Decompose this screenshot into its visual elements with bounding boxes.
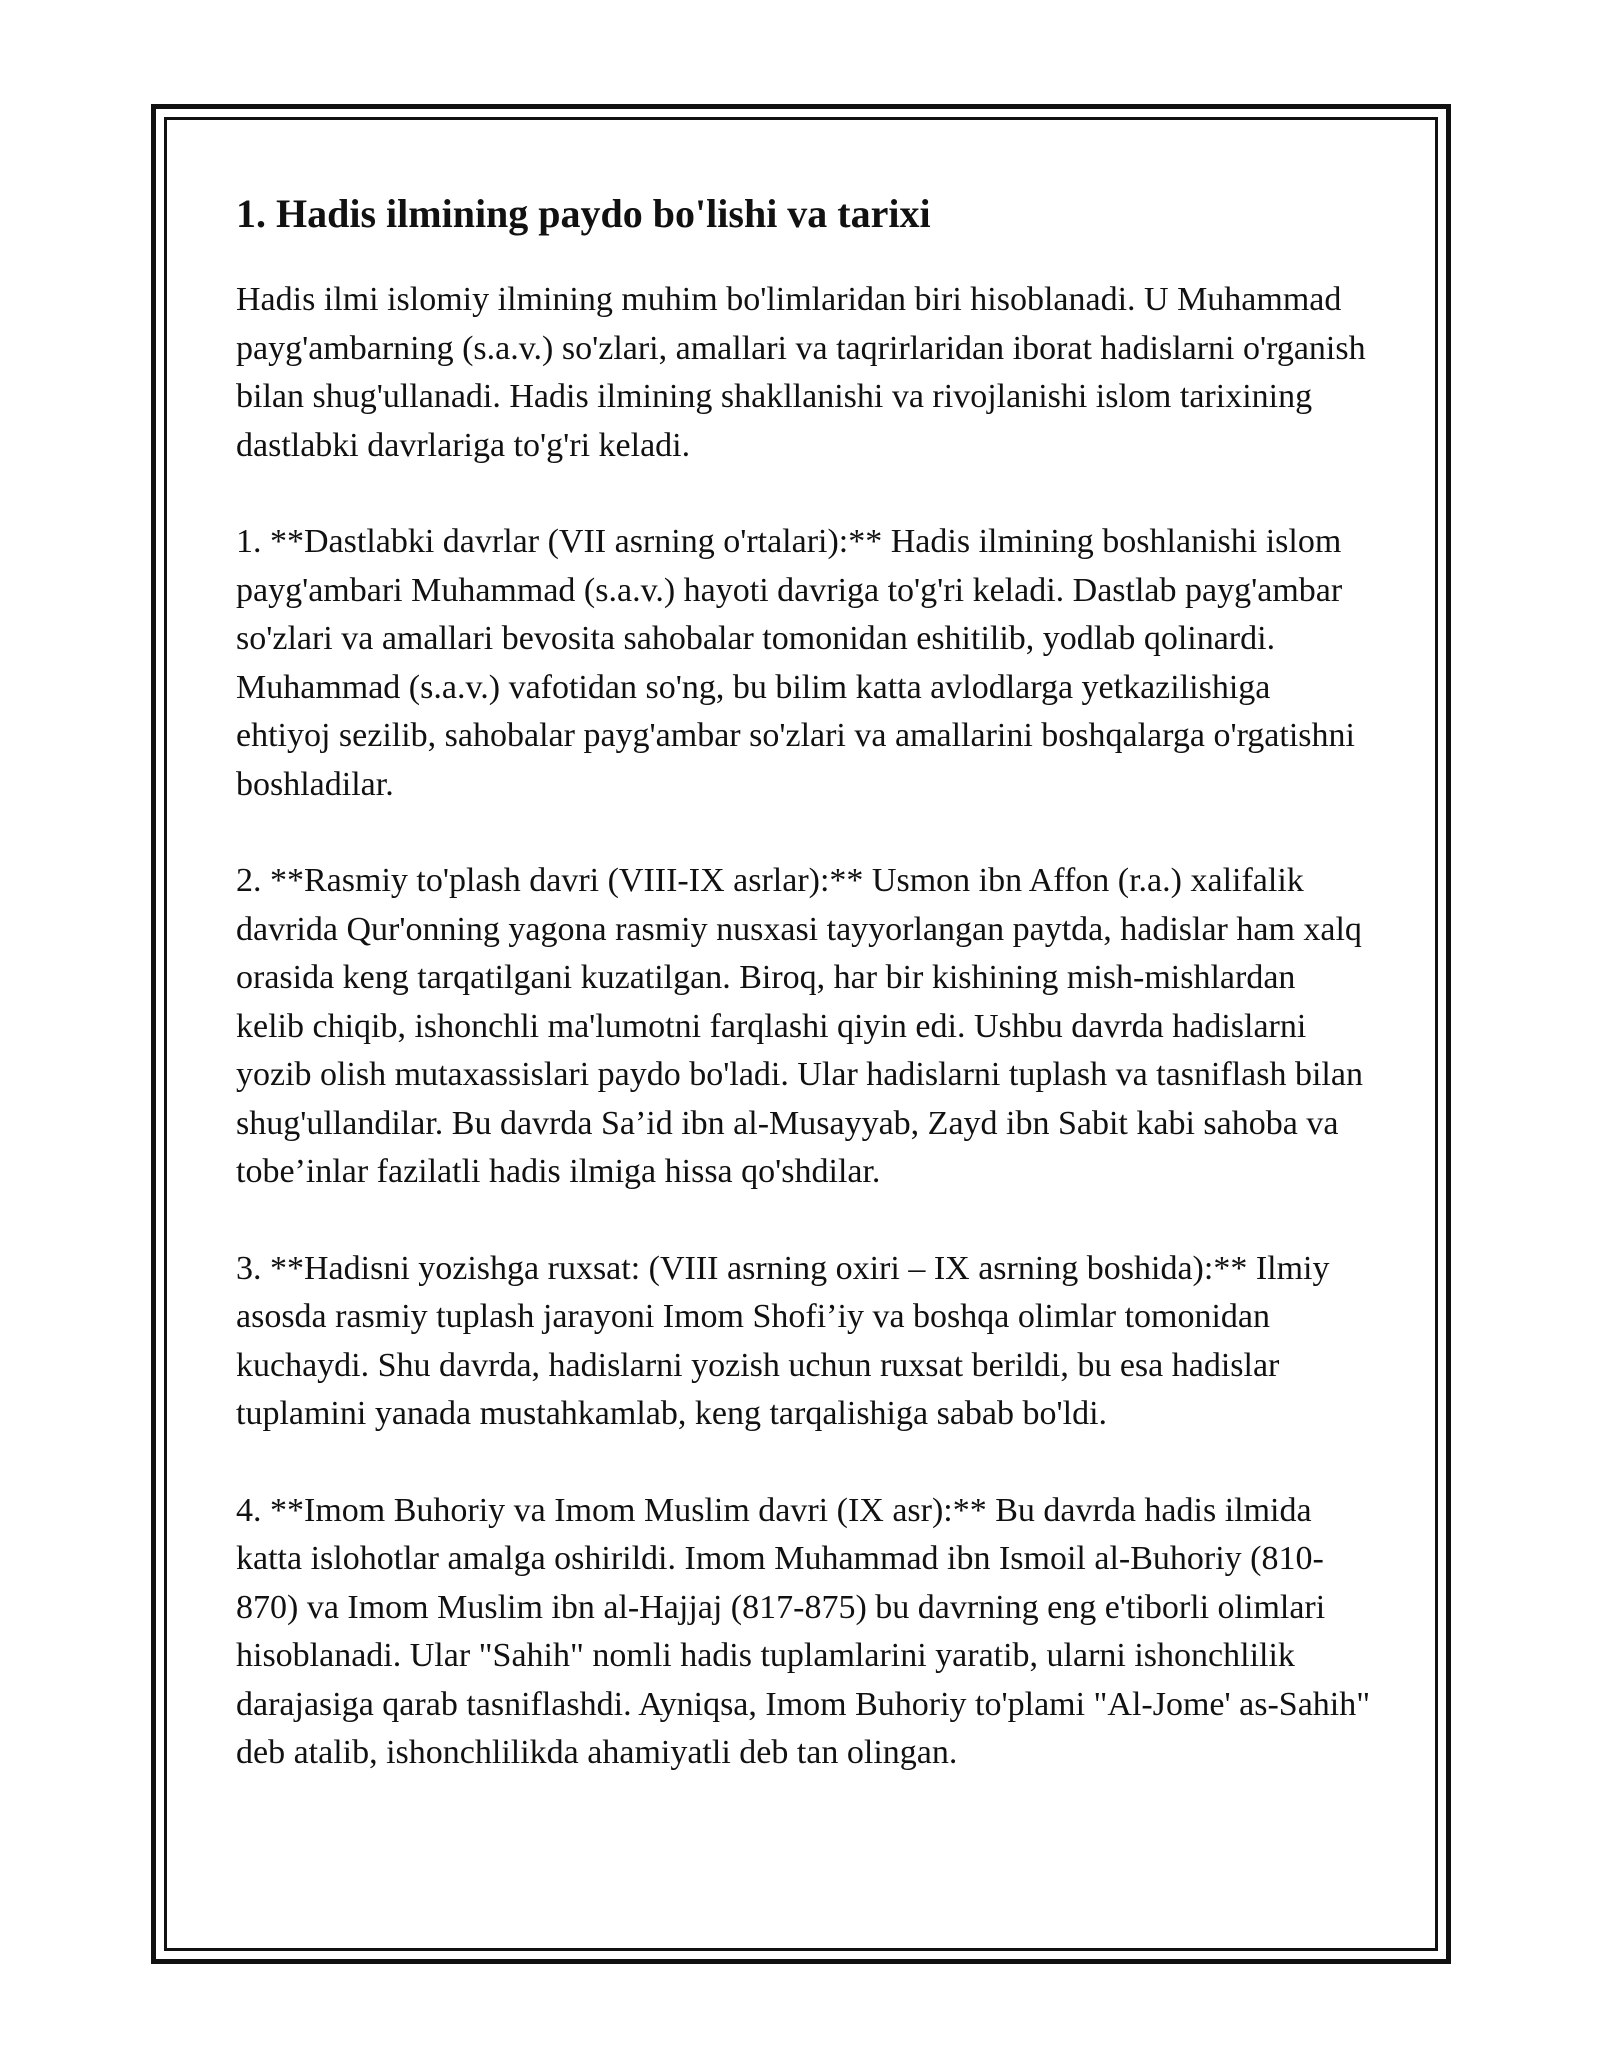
paragraph-bukhari-muslim: 4. **Imom Buhoriy va Imom Muslim davri (IX asr):** Bu davrda hadis ilmida katta islohotlar amalga oshirildi. Imom Muhammad ibn Ismoil al-Buhoriy (810-870) va Imom Muslim ibn al-Hajjaj (817-875) bu davrning eng e'tiborli olimlari hisoblanadi. Ular "Sahih" nomli hadis tuplamlarini yaratib, ularni ishonchlilik darajasiga qarab tasniflashdi. Ayniqsa, Imom Buhoriy to'plami "Al-Jome' as-Sahih" deb atalib, ishonchlilikda ahamiyatli deb tan olingan.	[236, 1491, 1371, 1771]
paragraph-official-collection: 2. **Rasmiy to'plash davri (VIII-IX asrlar):** Usmon ibn Affon (r.a.) xalifalik davrida Qur'onning yagona rasmiy nusxasi tayyorlangan paytda, hadislar ham xalq orasida keng tarqatilgani kuzatilgan. Biroq, har bir kishining mish-mishlardan kelib chiqib, ishonchli ma'lumotni farqlashi qiyin edi. Ushbu davrda hadislarni yozib olish mutaxassislari paydo bo'ladi. Ular hadislarni tuplash va tasniflash bilan shug'ullandilar. Bu davrda Sa’id ibn al-Musayyab, Zayd ibn Sabit kabi sahoba va tobe’inlar fazilatli hadis ilmiga hissa qo'shdilar.	[236, 862, 1363, 1190]
section-title: 1. Hadis ilmining paydo bo'lishi va tarixi	[236, 191, 931, 236]
paragraph-writing-permission: 3. **Hadisni yozishga ruxsat: (VIII asrning oxiri – IX asrning boshida):** Ilmiy asosda rasmiy tuplash jarayoni Imom Shofi’iy va boshqa olimlar tomonidan kuchaydi. Shu davrda, hadislarni yozish uchun ruxsat berildi, bu esa hadislar tuplamini yanada mustahkamlab, keng tarqalishiga sabab bo'ldi.	[236, 1249, 1330, 1432]
paragraph-early-period: 1. **Dastlabki davrlar (VII asrning o'rtalari):** Hadis ilmining boshlanishi islom payg'ambari Muhammad (s.a.v.) hayoti davriga to'g'ri keladi. Dastlab payg'ambar so'zlari va amallari bevosita sahobalar tomonidan eshitilib, yodlab qolinardi. Muhammad (s.a.v.) vafotidan so'ng, bu bilim katta avlodlarga yetkazilishiga ehtiyoj sezilib, sahobalar payg'ambar so'zlari va amallarini boshqalarga o'rgatishni boshladilar.	[236, 523, 1355, 803]
intro-paragraph: Hadis ilmi islomiy ilmining muhim bo'limlaridan biri hisoblanadi. U Muhammad payg'ambarning (s.a.v.) so'zlari, amallari va taqrirlaridan iborat hadislarni o'rganish bilan shug'ullanadi. Hadis ilmining shakllanishi va rivojlanishi islom tarixining dastlabki davrlariga to'g'ri keladi.	[236, 281, 1366, 464]
document-content	[236, 186, 1371, 1826]
